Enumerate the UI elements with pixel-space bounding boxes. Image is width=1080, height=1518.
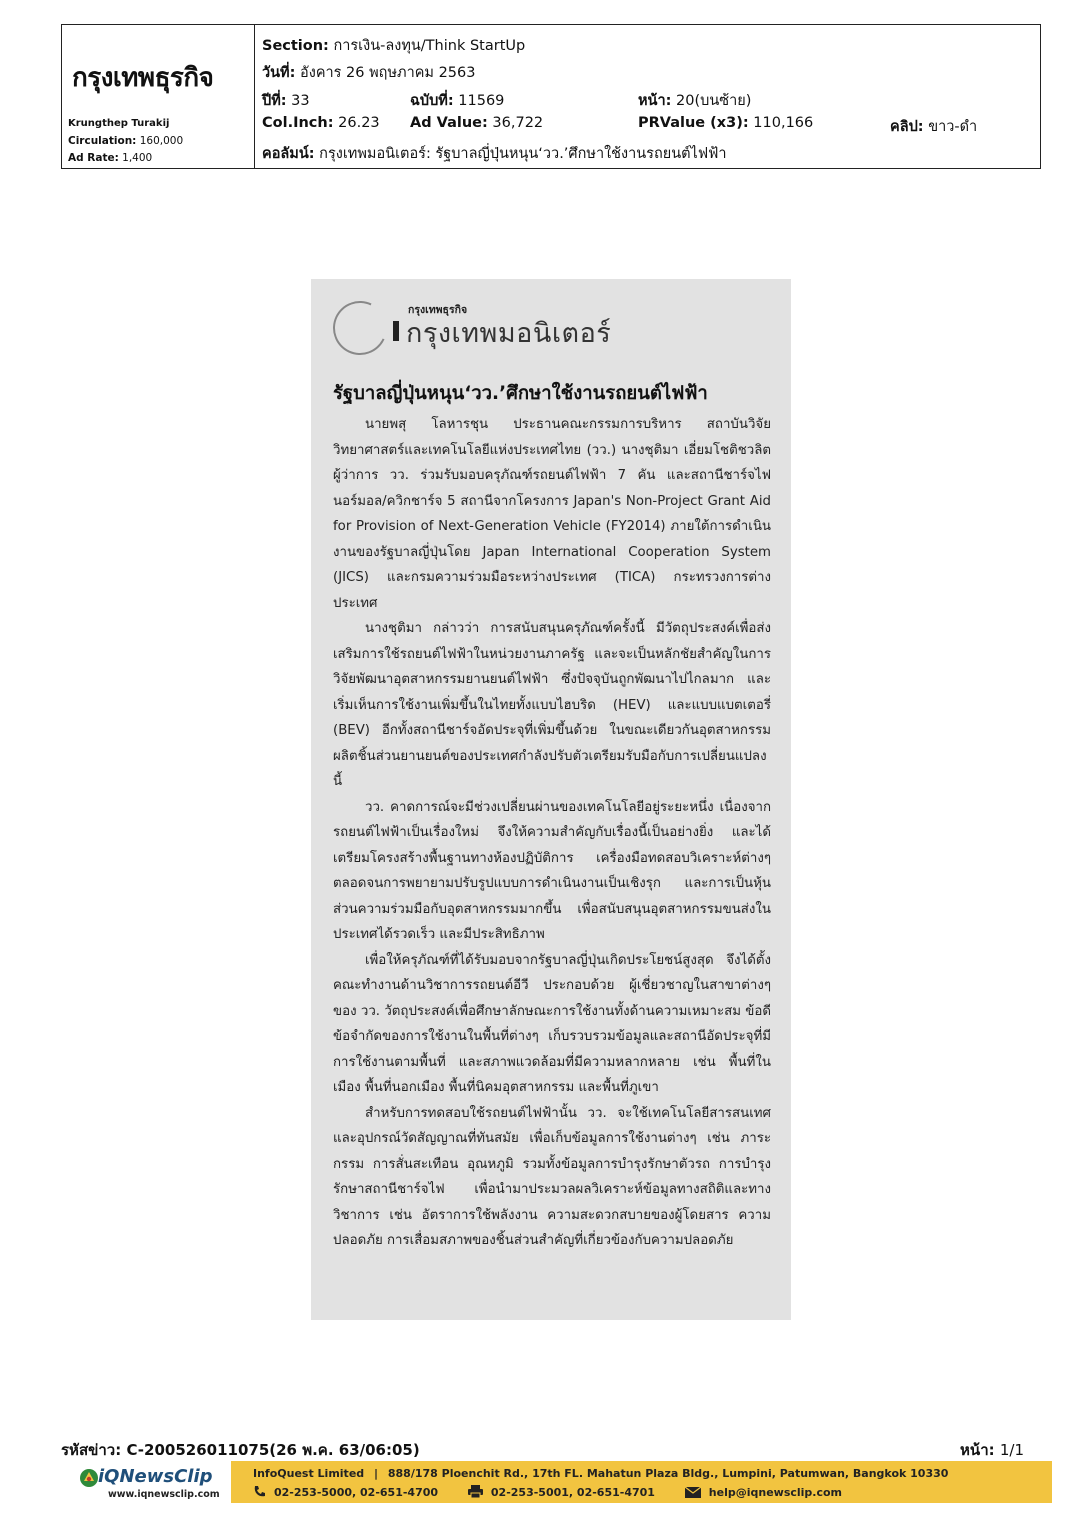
page-number (960, 1438, 1024, 1462)
article-headline: รัฐบาลญี่ปุ่นหนุน‘วว.’ศึกษาใช้งานรถยนต์ไฟฟ้า (333, 383, 708, 404)
prvalue-label: PRValue (x3): (638, 115, 749, 131)
advalue-label: Ad Value: (410, 115, 488, 131)
article-paragraph: สำหรับการทดสอบใช้รถยนต์ไฟฟ้านั้น วว. จะใช้เทคโนโลยีสารสนเทศและอุปกรณ์วัดสัญญาณที่ทันสมัย เพื่อเก็บข้อมูลการใช้งานต่างๆ เช่น ภาระกรรม การสั่นสะเทือน อุณหภูมิ รวมทั้งข้อมูลการบำรุงรักษาตัวรถ การบำรุงรักษาสถานีชาร์จไฟ เพื่อนำมาประมวลผลวิเคราะห์ข้อมูลทางสถิติและทางวิชาการ เช่น อัตราการใช้พลังงาน ความสะดวกสบายของผู้โดยสาร ความปลอดภัย การเสื่อมสภาพของชิ้นส่วนสำคัญที่เกี่ยวข้องกับความปลอดภัย (333, 1105, 771, 1248)
column-logo-bar-icon (393, 321, 399, 341)
ad-rate-line (68, 152, 152, 164)
phone-icon (253, 1485, 266, 1498)
advalue-value: 36,722 (492, 115, 544, 131)
issue-label: ฉบับที่: (410, 93, 454, 109)
iqnewsclip-brand: iQNewsClip (98, 1466, 213, 1487)
colinch-label: Col.Inch: (262, 115, 334, 131)
page-field (638, 89, 751, 112)
column-row (262, 142, 727, 165)
fax-numbers: 02-253-5001, 02-651-4701 (490, 1486, 655, 1499)
page-number-label: หน้า: (960, 1441, 995, 1459)
prvalue-value: 110,166 (753, 115, 814, 131)
column-brand (311, 279, 791, 374)
publication-name: Krungthep Turakij (68, 118, 170, 129)
date-value: อังคาร 26 พฤษภาคม 2563 (300, 65, 476, 81)
article-paragraph: วว. คาดการณ์จะมีช่วงเปลี่ยนผ่านของเทคโนโลยีอยู่ระยะหนึ่ง เนื่องจากรถยนต์ไฟฟ้าเป็นเรื่องใหม่ จึงให้ความสำคัญกับเรื่องนี้เป็นอย่างยิ่ง และได้เตรียมโครงสร้างพื้นฐานทางห้องปฏิบัติการ เครื่องมือทดสอบวิเคราะห์ต่างๆ ตลอดจนการพยายามปรับรูปแบบการดำเนินงานเป็นเชิงรุก และการเป็นหุ้นส่วนความร่วมมือกับอุตสาหกรรมมากขึ้น เพื่อสนับสนุนอุตสาหกรรมขนส่งในประเทศได้รวดเร็ว และมีประสิทธิภาพ (333, 799, 771, 942)
column-label: คอลัมน์: (262, 146, 315, 162)
circulation-value: 160,000 (139, 135, 184, 147)
company-name: InfoQuest Limited (253, 1467, 365, 1480)
clip-label: คลิป: (890, 119, 924, 135)
page-value: 20(บนซ้าย) (676, 93, 752, 109)
phone-contact (253, 1486, 442, 1499)
date-row (262, 61, 475, 84)
email-contact[interactable] (685, 1486, 842, 1499)
ad-rate-value: 1,400 (122, 152, 153, 164)
publication-panel (62, 25, 255, 168)
article-paragraph: เพื่อให้ครุภัณฑ์ที่ได้รับมอบจากรัฐบาลญี่ปุ่นเกิดประโยชน์สูงสุด จึงได้ตั้งคณะทำงานด้านวิชาการรถยนต์อีวี ประกอบด้วย ผู้เชี่ยวชาญในสาขาต่างๆ ของ วว. วัตถุประสงค์เพื่อศึกษาลักษณะการใช้งานทั้งด้านความเหมาะสม ข้อดี ข้อจำกัดของการใช้งานในพื้นที่ต่างๆ เก็บรวบรวมข้อมูลและสถานีอัดประจุที่มีการใช้งานตามพื้นที่ และสภาพแวดล้อมที่มีความหลากหลาย เช่น พื้นที่ในเมือง พื้นที่นอกเมือง พื้นที่นิคมอุตสาหกรรม และพื้นที่ภูเขา (333, 952, 771, 1095)
fax-contact (468, 1486, 659, 1499)
year-field (262, 89, 310, 112)
advalue-field (410, 115, 543, 131)
page-number-value: 1/1 (999, 1441, 1024, 1459)
colinch-field (262, 115, 380, 131)
fax-icon (468, 1485, 483, 1498)
clip-value: ขาว-ดำ (928, 119, 978, 135)
article-paragraph: นางชุติมา กล่าวว่า การสนับสนุนครุภัณฑ์ครั้งนี้ มีวัตถุประสงค์เพื่อส่งเสริมการใช้รถยนต์ไฟฟ้าในหน่วยงานภาครัฐ และจะเป็นหลักชัยสำคัญในการวิจัยพัฒนาอุตสาหกรรมยานยนต์ไฟฟ้า ซึ่งปัจจุบันถูกพัฒนาไปไกลมาก และเริ่มเห็นการใช้งานเพิ่มขึ้นในไทยทั้งแบบไฮบริด (HEV) และแบบแบตเตอรี่ (BEV) อีกทั้งสถานีชาร์จอัดประจุที่เพิ่มขึ้นด้วย ในขณะเดียวกันอุตสาหกรรมผลิตชิ้นส่วนยานยนต์ของประเทศกำลังปรับตัวเตรียมรับมือกับการเปลี่ยนแปลงนี้ (333, 621, 771, 789)
section-label: Section: (262, 38, 329, 54)
circulation-line (68, 135, 183, 147)
ad-rate-label: Ad Rate: (68, 152, 119, 164)
date-label: วันที่: (262, 65, 296, 81)
news-code (61, 1438, 420, 1462)
column-logo-arc-icon (325, 293, 394, 362)
contact-bar (231, 1461, 1052, 1503)
newspaper-logo: กรุงเทพธุรกิจ (72, 63, 214, 93)
year-label: ปีที่: (262, 93, 287, 109)
iqnewsclip-logo (78, 1464, 228, 1502)
year-value: 33 (291, 93, 310, 109)
metadata-panel (262, 25, 1040, 168)
article-body (333, 412, 771, 1254)
iqnewsclip-url: www.iqnewsclip.com (108, 1489, 220, 1500)
company-address: 888/178 Ploenchit Rd., 17th FL. Mahatun Plaza Bldg., Lumpini, Patumwan, Bangkok 10330 (387, 1467, 949, 1480)
colinch-value: 26.23 (338, 115, 380, 131)
prvalue-field (638, 115, 813, 131)
clipping-header (61, 24, 1041, 169)
column-brand-small: กรุงเทพธุรกิจ (408, 304, 468, 316)
article-paragraph: นายพสุ โลหารชุน ประธานคณะกรรมการบริหาร สถาบันวิจัยวิทยาศาสตร์และเทคโนโลยีแห่งประเทศไทย (วว.) นางชุติมา เอี่ยมโชติชวลิต ผู้ว่าการ วว. ร่วมรับมอบครุภัณฑ์รถยนต์ไฟฟ้า 7 คัน และสถานีชาร์จไฟนอร์มอล/ควิกชาร์จ 5 สถานีจากโครงการ Japan's Non-Project Grant Aid for Provision of Next-Generation Vehicle (FY2014) ภายใต้การดำเนินงานของรัฐบาลญี่ปุ่นโดย Japan International Cooperation System (JICS) และกรมความร่วมมือระหว่างประเทศ (TICA) กระทรวงการต่างประเทศ (333, 417, 771, 611)
column-brand-name: กรุงเทพมอนิเตอร์ (406, 318, 612, 349)
news-code-value: C-200526011075(26 พ.ค. 63/06:05) (126, 1441, 420, 1459)
issue-field (410, 89, 504, 112)
section-value: การเงิน-ลงทุน/Think StartUp (333, 38, 526, 54)
column-value: กรุงเทพมอนิเตอร์: รัฐบาลญี่ปุ่นหนุน‘วว.’ศึกษาใช้งานรถยนต์ไฟฟ้า (319, 146, 727, 162)
separator: | (374, 1467, 379, 1480)
issue-value: 11569 (458, 93, 505, 109)
email-address[interactable]: help@iqnewsclip.com (708, 1486, 843, 1499)
article-clip (311, 279, 791, 1320)
company-line (253, 1467, 948, 1480)
clip-field (890, 115, 977, 138)
phone-numbers: 02-253-5000, 02-651-4700 (274, 1486, 439, 1499)
contact-line (253, 1485, 868, 1499)
iqnewsclip-mark-icon (78, 1467, 100, 1489)
circulation-label: Circulation: (68, 135, 137, 147)
page-label: หน้า: (638, 93, 672, 109)
mail-icon (685, 1487, 701, 1498)
section-row (262, 34, 525, 57)
news-code-label: รหัสข่าว: (61, 1441, 122, 1459)
